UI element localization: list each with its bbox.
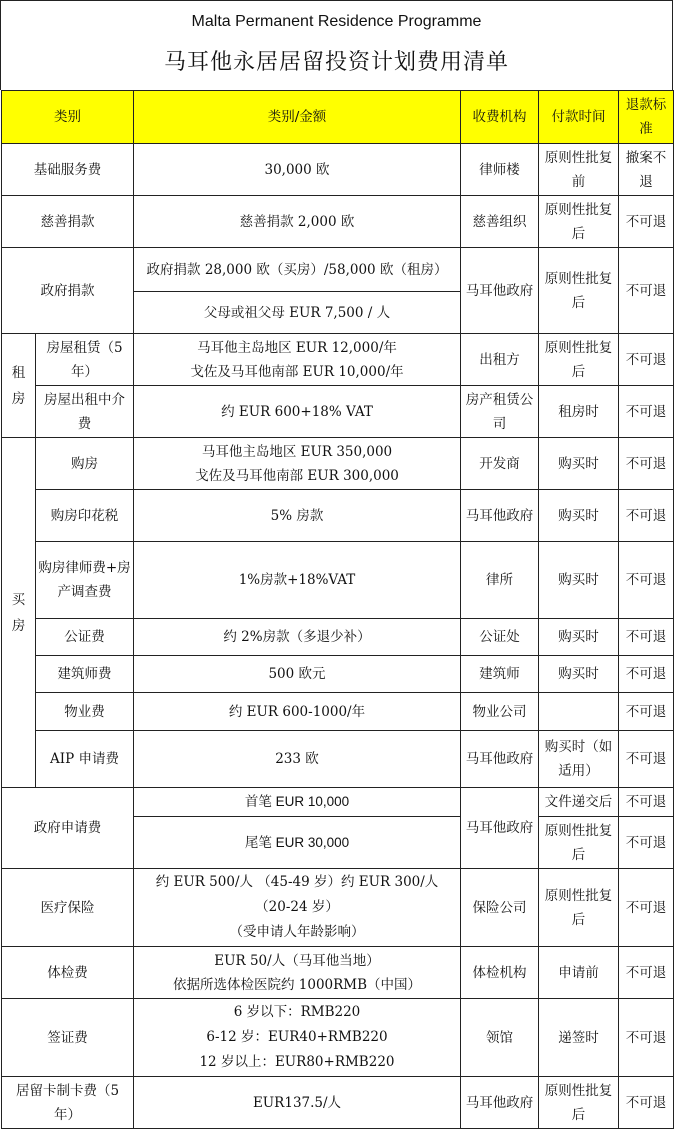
cell-amount: 父母或祖父母 EUR 7,500 / 人 (134, 292, 461, 334)
group-label-rent (2, 334, 36, 438)
table-row (2, 196, 674, 248)
cell-time: 购买时 (539, 438, 619, 490)
amount-line: 戈佐及马耳他南部 EUR 10,000/年 (190, 363, 404, 380)
fee-table (1, 90, 674, 1129)
cell-category: 医疗保险 (2, 869, 134, 947)
cell-refund: 不可退 (619, 542, 674, 619)
header-row (2, 91, 674, 144)
cell-agency: 慈善组织 (461, 196, 539, 248)
table-row (2, 731, 674, 788)
cell-refund: 不可退 (619, 386, 674, 438)
cell-time: 原则性批复后 (539, 817, 619, 869)
table-row (2, 334, 674, 386)
cell-time: 租房时 (539, 386, 619, 438)
cell-amount: 尾笔 EUR 30,000 (134, 817, 461, 869)
cell-refund: 不可退 (619, 947, 674, 999)
table-row (2, 542, 674, 619)
cell-refund: 不可退 (619, 869, 674, 947)
cell-time: 原则性批复后 (539, 248, 619, 334)
table-row (2, 656, 674, 693)
cell-amount: 5% 房款 (134, 490, 461, 542)
cell-refund: 不可退 (619, 817, 674, 869)
cell-time: 原则性批复后 (539, 196, 619, 248)
amount-line: 马耳他主岛地区 EUR 350,000 (201, 443, 393, 460)
cell-category: 建筑师费 (36, 656, 134, 693)
cell-time: 购买时 (539, 542, 619, 619)
cell-agency: 马耳他政府 (461, 490, 539, 542)
table-row (2, 386, 674, 438)
cell-agency: 领馆 (461, 999, 539, 1077)
cell-amount: 慈善捐款 2,000 欧 (134, 196, 461, 248)
header-amount: 类别/金额 (134, 91, 461, 144)
category-line: 购房律师费+房 (38, 560, 131, 576)
amount-line: 约 EUR 500/人 （45-49 岁）约 EUR 300/人 (155, 874, 439, 890)
cell-refund: 不可退 (619, 656, 674, 693)
header-time: 付款时间 (539, 91, 619, 144)
table-row (2, 999, 674, 1077)
cell-agency: 马耳他政府 (461, 248, 539, 334)
header-agency: 收费机构 (461, 91, 539, 144)
amount-line: 马耳他主岛地区 EUR 12,000/年 (197, 339, 397, 356)
cell-agency: 房产租赁公司 (461, 386, 539, 438)
cell-refund: 不可退 (619, 490, 674, 542)
table-row (2, 438, 674, 490)
cell-agency: 体检机构 (461, 947, 539, 999)
document-header (0, 0, 673, 90)
header-category: 类别 (2, 91, 134, 144)
cell-agency: 公证处 (461, 619, 539, 656)
cell-refund: 不可退 (619, 731, 674, 788)
cell-time: 原则性批复前 (539, 144, 619, 196)
cell-refund: 不可退 (619, 693, 674, 731)
cell-amount: 约 2%房款（多退少补） (134, 619, 461, 656)
cell-category: 慈善捐款 (2, 196, 134, 248)
cell-refund: 不可退 (619, 788, 674, 817)
cell-time: 购买时（如适用） (539, 731, 619, 788)
cell-refund: 不可退 (619, 334, 674, 386)
cell-amount: 约 EUR 600-1000/年 (134, 693, 461, 731)
cell-time: 申请前 (539, 947, 619, 999)
cell-agency: 律师楼 (461, 144, 539, 196)
cell-time: 购买时 (539, 490, 619, 542)
cell-time: 原则性批复后 (539, 869, 619, 947)
table-row (2, 869, 674, 947)
cell-agency: 马耳他政府 (461, 788, 539, 869)
cell-time: 文件递交后 (539, 788, 619, 817)
table-row (2, 947, 674, 999)
amount-line: 6 岁以下：RMB220 (233, 1004, 361, 1020)
table-row (2, 619, 674, 656)
group-buy-text: 买房 (11, 591, 26, 634)
cell-category: 房屋租赁（5 年） (36, 334, 134, 386)
cell-category: 签证费 (2, 999, 134, 1077)
cell-category: 政府申请费 (2, 788, 134, 869)
category-line: 产调查费 (57, 584, 112, 600)
cell-agency: 出租方 (461, 334, 539, 386)
cell-agency: 保险公司 (461, 869, 539, 947)
cell-amount: EUR137.5/人 (134, 1077, 461, 1129)
cell-amount: 500 欧元 (134, 656, 461, 693)
cell-category: 房屋出租中介费 (36, 386, 134, 438)
cell-agency: 建筑师 (461, 656, 539, 693)
cell-category (36, 542, 134, 619)
cell-category: 公证费 (36, 619, 134, 656)
table-row (2, 248, 674, 292)
cell-refund: 不可退 (619, 619, 674, 656)
cell-refund: 不可退 (619, 438, 674, 490)
cell-time (539, 693, 619, 731)
cell-category: AIP 申请费 (36, 731, 134, 788)
cell-agency: 律所 (461, 542, 539, 619)
cell-amount: 政府捐款 28,000 欧（买房）/58,000 欧（租房） (134, 248, 461, 292)
cell-category: 政府捐款 (2, 248, 134, 334)
cell-amount: 首笔 EUR 10,000 (134, 788, 461, 817)
cell-refund: 不可退 (619, 196, 674, 248)
amount-line: （20-24 岁） (255, 899, 339, 915)
table-row (2, 788, 674, 817)
cell-category: 体检费 (2, 947, 134, 999)
cell-amount (134, 869, 461, 947)
table-row (2, 693, 674, 731)
cell-refund: 不可退 (619, 1077, 674, 1129)
group-label-buy (2, 438, 36, 788)
title-english: Malta Permanent Residence Programme (191, 13, 482, 30)
cell-refund: 撤案不退 (619, 144, 674, 196)
cell-time: 购买时 (539, 656, 619, 693)
amount-line: 戈佐及马耳他南部 EUR 300,000 (195, 467, 399, 484)
cell-agency: 马耳他政府 (461, 1077, 539, 1129)
cell-refund: 不可退 (619, 999, 674, 1077)
amount-line: 12 岁以上：EUR80+RMB220 (199, 1054, 395, 1070)
table-row (2, 144, 674, 196)
amount-line: EUR 50/人（马耳他当地） (214, 952, 380, 969)
cell-amount: 233 欧 (134, 731, 461, 788)
cell-time: 原则性批复后 (539, 1077, 619, 1129)
cell-category: 购房印花税 (36, 490, 134, 542)
amount-line: （受申请人年龄影响） (229, 924, 365, 940)
cell-agency: 物业公司 (461, 693, 539, 731)
cell-agency: 开发商 (461, 438, 539, 490)
cell-category: 购房 (36, 438, 134, 490)
cell-amount (134, 438, 461, 490)
group-rent-text: 租房 (11, 364, 26, 407)
cell-agency: 马耳他政府 (461, 731, 539, 788)
cell-amount (134, 334, 461, 386)
table-row (2, 490, 674, 542)
title-chinese: 马耳他永居居留投资计划费用清单 (163, 50, 509, 75)
cell-category: 居留卡制卡费（5 年） (2, 1077, 134, 1129)
cell-amount: 约 EUR 600+18% VAT (134, 386, 461, 438)
cell-category: 基础服务费 (2, 144, 134, 196)
cell-time: 购买时 (539, 619, 619, 656)
amount-line: 6-12 岁：EUR40+RMB220 (206, 1029, 388, 1045)
cell-category: 物业费 (36, 693, 134, 731)
cell-time: 递签时 (539, 999, 619, 1077)
cell-amount: 1%房款+18%VAT (134, 542, 461, 619)
amount-line: 依据所选体检医院约 1000RMB（中国） (172, 976, 422, 993)
cell-amount: 30,000 欧 (134, 144, 461, 196)
table-row (2, 1077, 674, 1129)
header-refund: 退款标准 (619, 91, 674, 144)
cell-time: 原则性批复后 (539, 334, 619, 386)
cell-amount (134, 947, 461, 999)
cell-amount (134, 999, 461, 1077)
cell-refund: 不可退 (619, 248, 674, 334)
